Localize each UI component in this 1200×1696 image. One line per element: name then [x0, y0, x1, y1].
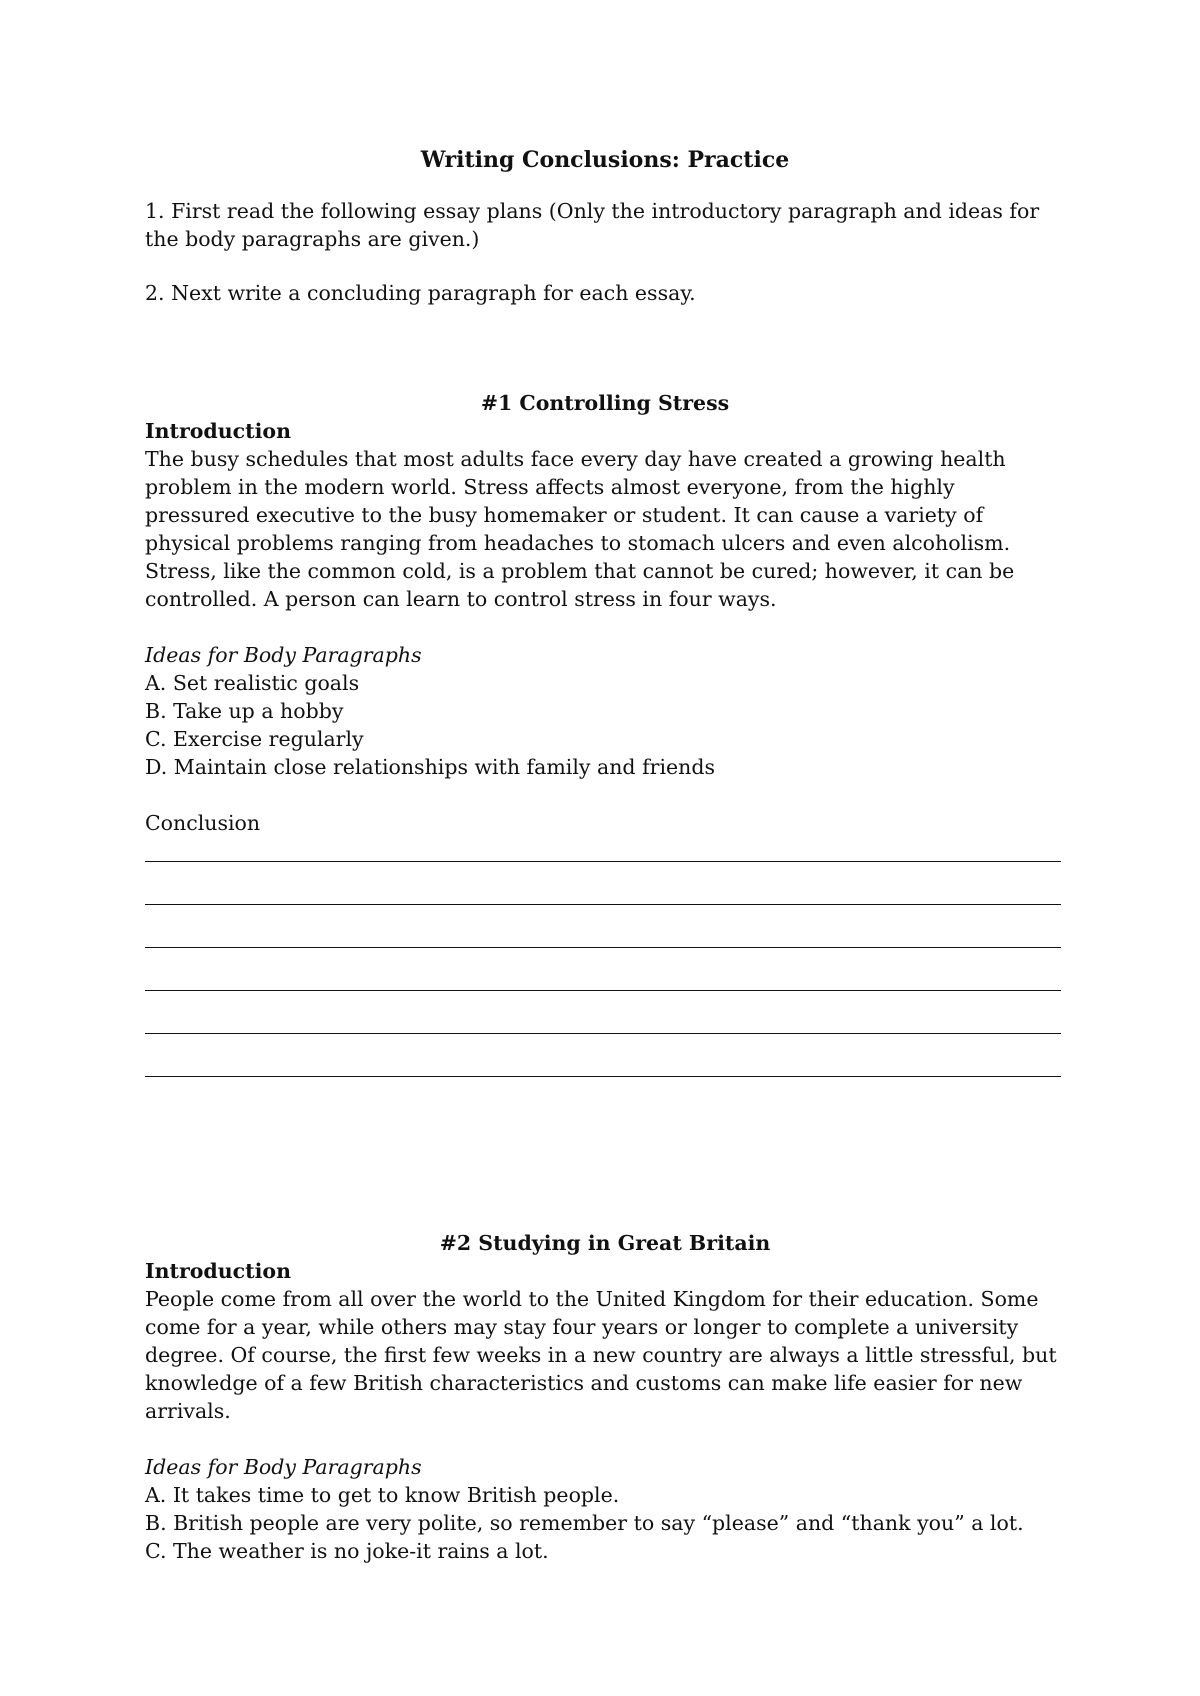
writing-line[interactable] — [145, 905, 1061, 948]
conclusion-label: Conclusion — [145, 811, 261, 835]
instruction-1: 1. First read the following essay plans (Only the introductory paragraph and ideas for the body paragraphs are given.) — [145, 199, 1040, 251]
document-title: Writing Conclusions: Practice — [420, 147, 790, 173]
ideas-heading: Ideas for Body Paragraphs — [145, 1455, 422, 1479]
idea-item: A. Set realistic goals — [145, 671, 360, 695]
idea-item: A. It takes time to get to know British people. — [145, 1483, 620, 1507]
ideas-list — [145, 669, 1065, 781]
instruction-2: 2. Next write a concluding paragraph for each essay. — [145, 281, 696, 305]
idea-item: B. Take up a hobby — [145, 699, 344, 723]
essay-title: #2 Studying in Great Britain — [439, 1231, 771, 1255]
document-body — [145, 145, 1065, 1565]
ideas-list — [145, 1481, 1065, 1565]
writing-line[interactable] — [145, 991, 1061, 1034]
introduction-text: People come from all over the world to the United Kingdom for their education. Some come for a year, while others may stay four years or longer to complete a university degree. Of course, the first few weeks in a new country are always a little stressful, but knowledge of a few British characteristics and customs can make life easier for new arrivals. — [145, 1287, 1057, 1423]
writing-line[interactable] — [145, 1034, 1061, 1077]
introduction-heading: Introduction — [145, 1259, 291, 1283]
essay-title: #1 Controlling Stress — [480, 391, 730, 415]
introduction-text: The busy schedules that most adults face every day have created a growing health problem in the modern world. Stress affects almost everyone, from the highly pressured executive to the busy homemaker or student. It can cause a variety of physical problems ranging from headaches to stomach ulcers and even alcoholism. Stress, like the common cold, is a problem that cannot be cured; however, it can be controlled. A person can learn to control stress in four ways. — [145, 447, 1015, 611]
essay-plan-1 — [145, 389, 1065, 1077]
idea-item: B. British people are very polite, so remember to say “please” and “thank you” a lot. — [145, 1511, 1024, 1535]
writing-line[interactable] — [145, 837, 1061, 862]
ideas-heading: Ideas for Body Paragraphs — [145, 643, 422, 667]
idea-item: C. The weather is no joke-it rains a lot. — [145, 1539, 549, 1563]
idea-item: C. Exercise regularly — [145, 727, 364, 751]
introduction-heading: Introduction — [145, 419, 291, 443]
idea-item: D. Maintain close relationships with family and friends — [145, 755, 715, 779]
writing-line[interactable] — [145, 862, 1061, 905]
essay-plan-2 — [145, 1229, 1065, 1565]
writing-line[interactable] — [145, 948, 1061, 991]
conclusion-writing-lines — [145, 837, 1065, 1077]
